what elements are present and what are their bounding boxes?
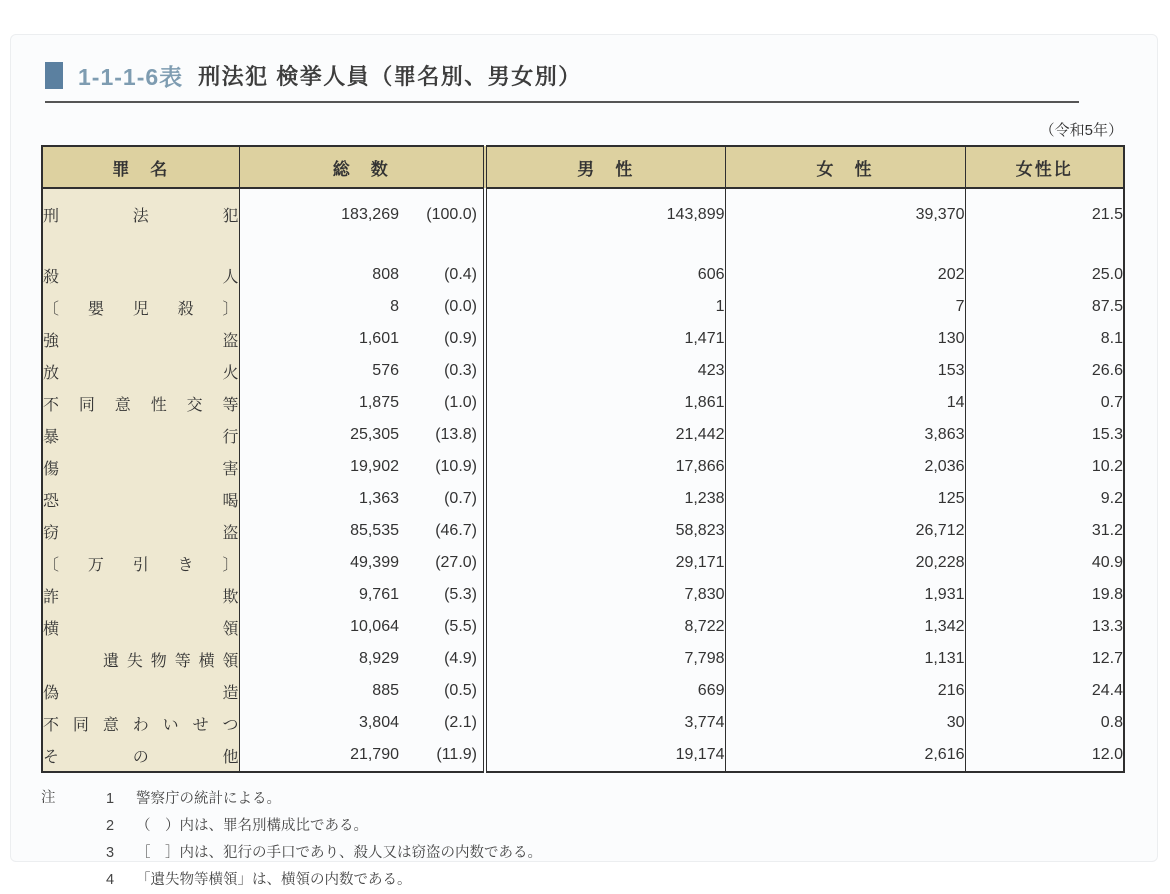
- total-value: 1,875: [358, 394, 399, 411]
- title-marker-icon: [45, 62, 63, 89]
- crime-name-cell: 暴行: [42, 419, 239, 451]
- header-row: [42, 146, 1124, 188]
- total-cell: [239, 675, 485, 707]
- female-value-cell: 14: [725, 387, 965, 419]
- male-value-cell: 3,774: [485, 707, 725, 739]
- table-row: [42, 483, 1124, 515]
- crime-name-cell: 刑法犯: [42, 188, 239, 259]
- male-value-cell: 1: [485, 291, 725, 323]
- table-row: [42, 419, 1124, 451]
- female-value-cell: 30: [725, 707, 965, 739]
- note-row: [106, 840, 1157, 867]
- female-value-cell: 20,228: [725, 547, 965, 579]
- female-value-cell: 1,131: [725, 643, 965, 675]
- crime-name-cell: 不同意性交等: [42, 387, 239, 419]
- total-cell: [239, 451, 485, 483]
- total-percentage: (100.0): [426, 205, 477, 223]
- total-value: 183,269: [341, 205, 399, 223]
- table-row: [42, 547, 1124, 579]
- total-percentage: (27.0): [435, 554, 477, 571]
- crime-name-cell: 窃盗: [42, 515, 239, 547]
- crime-name-cell: 恐喝: [42, 483, 239, 515]
- female-ratio-cell: 19.8: [965, 579, 1124, 611]
- table-row: [42, 611, 1124, 643]
- male-value-cell: 1,471: [485, 323, 725, 355]
- crime-name-cell: 殺人: [42, 259, 239, 291]
- total-cell: [239, 643, 485, 675]
- total-percentage: (10.9): [435, 458, 477, 475]
- crime-name-cell: 〔万引き〕: [42, 547, 239, 579]
- note-row: [106, 813, 1157, 840]
- female-ratio-cell: 40.9: [965, 547, 1124, 579]
- total-value: 808: [372, 266, 399, 283]
- male-value-cell: 423: [485, 355, 725, 387]
- total-value: 19,902: [350, 458, 399, 475]
- female-ratio-cell: 21.5: [965, 188, 1124, 259]
- total-value: 8: [390, 298, 399, 315]
- total-percentage: (0.0): [444, 298, 477, 315]
- female-value-cell: 3,863: [725, 419, 965, 451]
- female-value-cell: 202: [725, 259, 965, 291]
- total-percentage: (5.5): [444, 618, 477, 635]
- total-value: 3,804: [358, 714, 399, 731]
- crime-name-cell: 詐欺: [42, 579, 239, 611]
- female-value-cell: 2,616: [725, 739, 965, 772]
- female-ratio-cell: 12.7: [965, 643, 1124, 675]
- total-percentage: (13.8): [435, 426, 477, 443]
- total-cell: [239, 419, 485, 451]
- total-cell: [239, 739, 485, 772]
- column-header-female: 女 性: [725, 146, 965, 188]
- total-value: 85,535: [350, 522, 399, 539]
- footnotes: [41, 786, 1157, 894]
- note-text: ［ ］内は、犯行の手口であり、殺人又は窃盗の内数である。: [136, 845, 542, 861]
- column-header-male: 男 性: [485, 146, 725, 188]
- female-ratio-cell: 12.0: [965, 739, 1124, 772]
- male-value-cell: 58,823: [485, 515, 725, 547]
- total-cell: [239, 355, 485, 387]
- male-value-cell: 7,798: [485, 643, 725, 675]
- note-text: 「遺失物等横領」は、横領の内数である。: [136, 872, 412, 888]
- table-number: 1-1-1-6表: [78, 64, 184, 90]
- table-row: [42, 355, 1124, 387]
- male-value-cell: 7,830: [485, 579, 725, 611]
- total-cell: [239, 579, 485, 611]
- female-ratio-cell: 0.8: [965, 707, 1124, 739]
- female-value-cell: 26,712: [725, 515, 965, 547]
- notes-list: [106, 786, 1157, 894]
- table-row: [42, 515, 1124, 547]
- table-row: [42, 291, 1124, 323]
- total-percentage: (0.5): [444, 682, 477, 699]
- crime-name-cell: 遺失物等横領: [42, 643, 239, 675]
- total-percentage: (2.1): [444, 714, 477, 731]
- total-cell: [239, 387, 485, 419]
- note-row: [106, 786, 1157, 813]
- female-ratio-cell: 0.7: [965, 387, 1124, 419]
- total-value: 49,399: [350, 554, 399, 571]
- total-value: 10,064: [350, 618, 399, 635]
- total-percentage: (0.7): [444, 490, 477, 507]
- crime-name-cell: 横領: [42, 611, 239, 643]
- total-cell: [239, 291, 485, 323]
- male-value-cell: 606: [485, 259, 725, 291]
- total-percentage: (0.9): [444, 330, 477, 347]
- female-value-cell: 2,036: [725, 451, 965, 483]
- male-value-cell: 1,238: [485, 483, 725, 515]
- total-value: 1,601: [358, 330, 399, 347]
- total-percentage: (0.3): [444, 362, 477, 379]
- total-cell: [239, 611, 485, 643]
- female-ratio-cell: 25.0: [965, 259, 1124, 291]
- total-value: 25,305: [350, 426, 399, 443]
- era-label: （令和5年）: [1039, 122, 1123, 139]
- female-value-cell: 39,370: [725, 188, 965, 259]
- total-percentage: (4.9): [444, 650, 477, 667]
- total-cell: [239, 188, 485, 259]
- crime-name-cell: 〔嬰児殺〕: [42, 291, 239, 323]
- total-percentage: (46.7): [435, 522, 477, 539]
- male-value-cell: 143,899: [485, 188, 725, 259]
- column-header-crime-name: 罪 名: [42, 146, 239, 188]
- female-ratio-cell: 26.6: [965, 355, 1124, 387]
- content-panel: [10, 34, 1158, 888]
- total-value: 8,929: [358, 650, 399, 667]
- female-value-cell: 153: [725, 355, 965, 387]
- total-percentage: (1.0): [444, 394, 477, 411]
- column-header-female-ratio: 女性比: [965, 146, 1124, 188]
- female-value-cell: 1,342: [725, 611, 965, 643]
- notes-label: 注: [41, 790, 56, 806]
- table-row: [42, 643, 1124, 675]
- table-row: [42, 579, 1124, 611]
- male-value-cell: 17,866: [485, 451, 725, 483]
- female-ratio-cell: 31.2: [965, 515, 1124, 547]
- female-ratio-cell: 8.1: [965, 323, 1124, 355]
- male-value-cell: 19,174: [485, 739, 725, 772]
- female-ratio-cell: 87.5: [965, 291, 1124, 323]
- total-percentage: (11.9): [436, 746, 477, 763]
- total-percentage: (5.3): [444, 586, 477, 603]
- total-cell: [239, 483, 485, 515]
- table-body: [42, 188, 1124, 772]
- crime-name-cell: 不同意わいせつ: [42, 707, 239, 739]
- total-value: 21,790: [350, 746, 399, 763]
- note-number: 3: [106, 845, 115, 861]
- female-ratio-cell: 9.2: [965, 483, 1124, 515]
- table-row: [42, 323, 1124, 355]
- table-row: [42, 188, 1124, 259]
- crime-name-cell: 傷害: [42, 451, 239, 483]
- male-value-cell: 21,442: [485, 419, 725, 451]
- table-header: [42, 146, 1124, 188]
- total-value: 576: [372, 362, 399, 379]
- table-row: [42, 451, 1124, 483]
- total-cell: [239, 323, 485, 355]
- male-value-cell: 669: [485, 675, 725, 707]
- note-text: 警察庁の統計による。: [136, 791, 281, 807]
- female-ratio-cell: 10.2: [965, 451, 1124, 483]
- total-value: 9,761: [358, 586, 399, 603]
- note-number: 1: [106, 791, 115, 807]
- total-cell: [239, 515, 485, 547]
- total-percentage: (0.4): [444, 266, 477, 283]
- male-value-cell: 1,861: [485, 387, 725, 419]
- total-value: 1,363: [358, 490, 399, 507]
- crime-name-cell: 偽造: [42, 675, 239, 707]
- table-row: [42, 259, 1124, 291]
- male-value-cell: 29,171: [485, 547, 725, 579]
- note-row: [106, 867, 1157, 894]
- female-value-cell: 130: [725, 323, 965, 355]
- note-number: 2: [106, 818, 115, 834]
- note-text: （ ）内は、罪名別構成比である。: [136, 818, 368, 834]
- female-ratio-cell: 13.3: [965, 611, 1124, 643]
- total-cell: [239, 259, 485, 291]
- table-row: [42, 675, 1124, 707]
- total-value: 885: [372, 682, 399, 699]
- table-row: [42, 707, 1124, 739]
- page-title: 刑法犯 検挙人員（罪名別、男女別）: [198, 64, 582, 89]
- female-value-cell: 125: [725, 483, 965, 515]
- total-cell: [239, 707, 485, 739]
- table-row: [42, 739, 1124, 772]
- table-heading: [45, 59, 1079, 103]
- female-ratio-cell: 24.4: [965, 675, 1124, 707]
- female-value-cell: 216: [725, 675, 965, 707]
- female-value-cell: 1,931: [725, 579, 965, 611]
- column-header-total: 総 数: [239, 146, 485, 188]
- crime-name-cell: その他: [42, 739, 239, 772]
- crime-name-cell: 強盗: [42, 323, 239, 355]
- female-value-cell: 7: [725, 291, 965, 323]
- female-ratio-cell: 15.3: [965, 419, 1124, 451]
- table-row: [42, 387, 1124, 419]
- crime-name-cell: 放火: [42, 355, 239, 387]
- crime-statistics-table: [41, 145, 1125, 773]
- note-number: 4: [106, 872, 115, 888]
- male-value-cell: 8,722: [485, 611, 725, 643]
- total-cell: [239, 547, 485, 579]
